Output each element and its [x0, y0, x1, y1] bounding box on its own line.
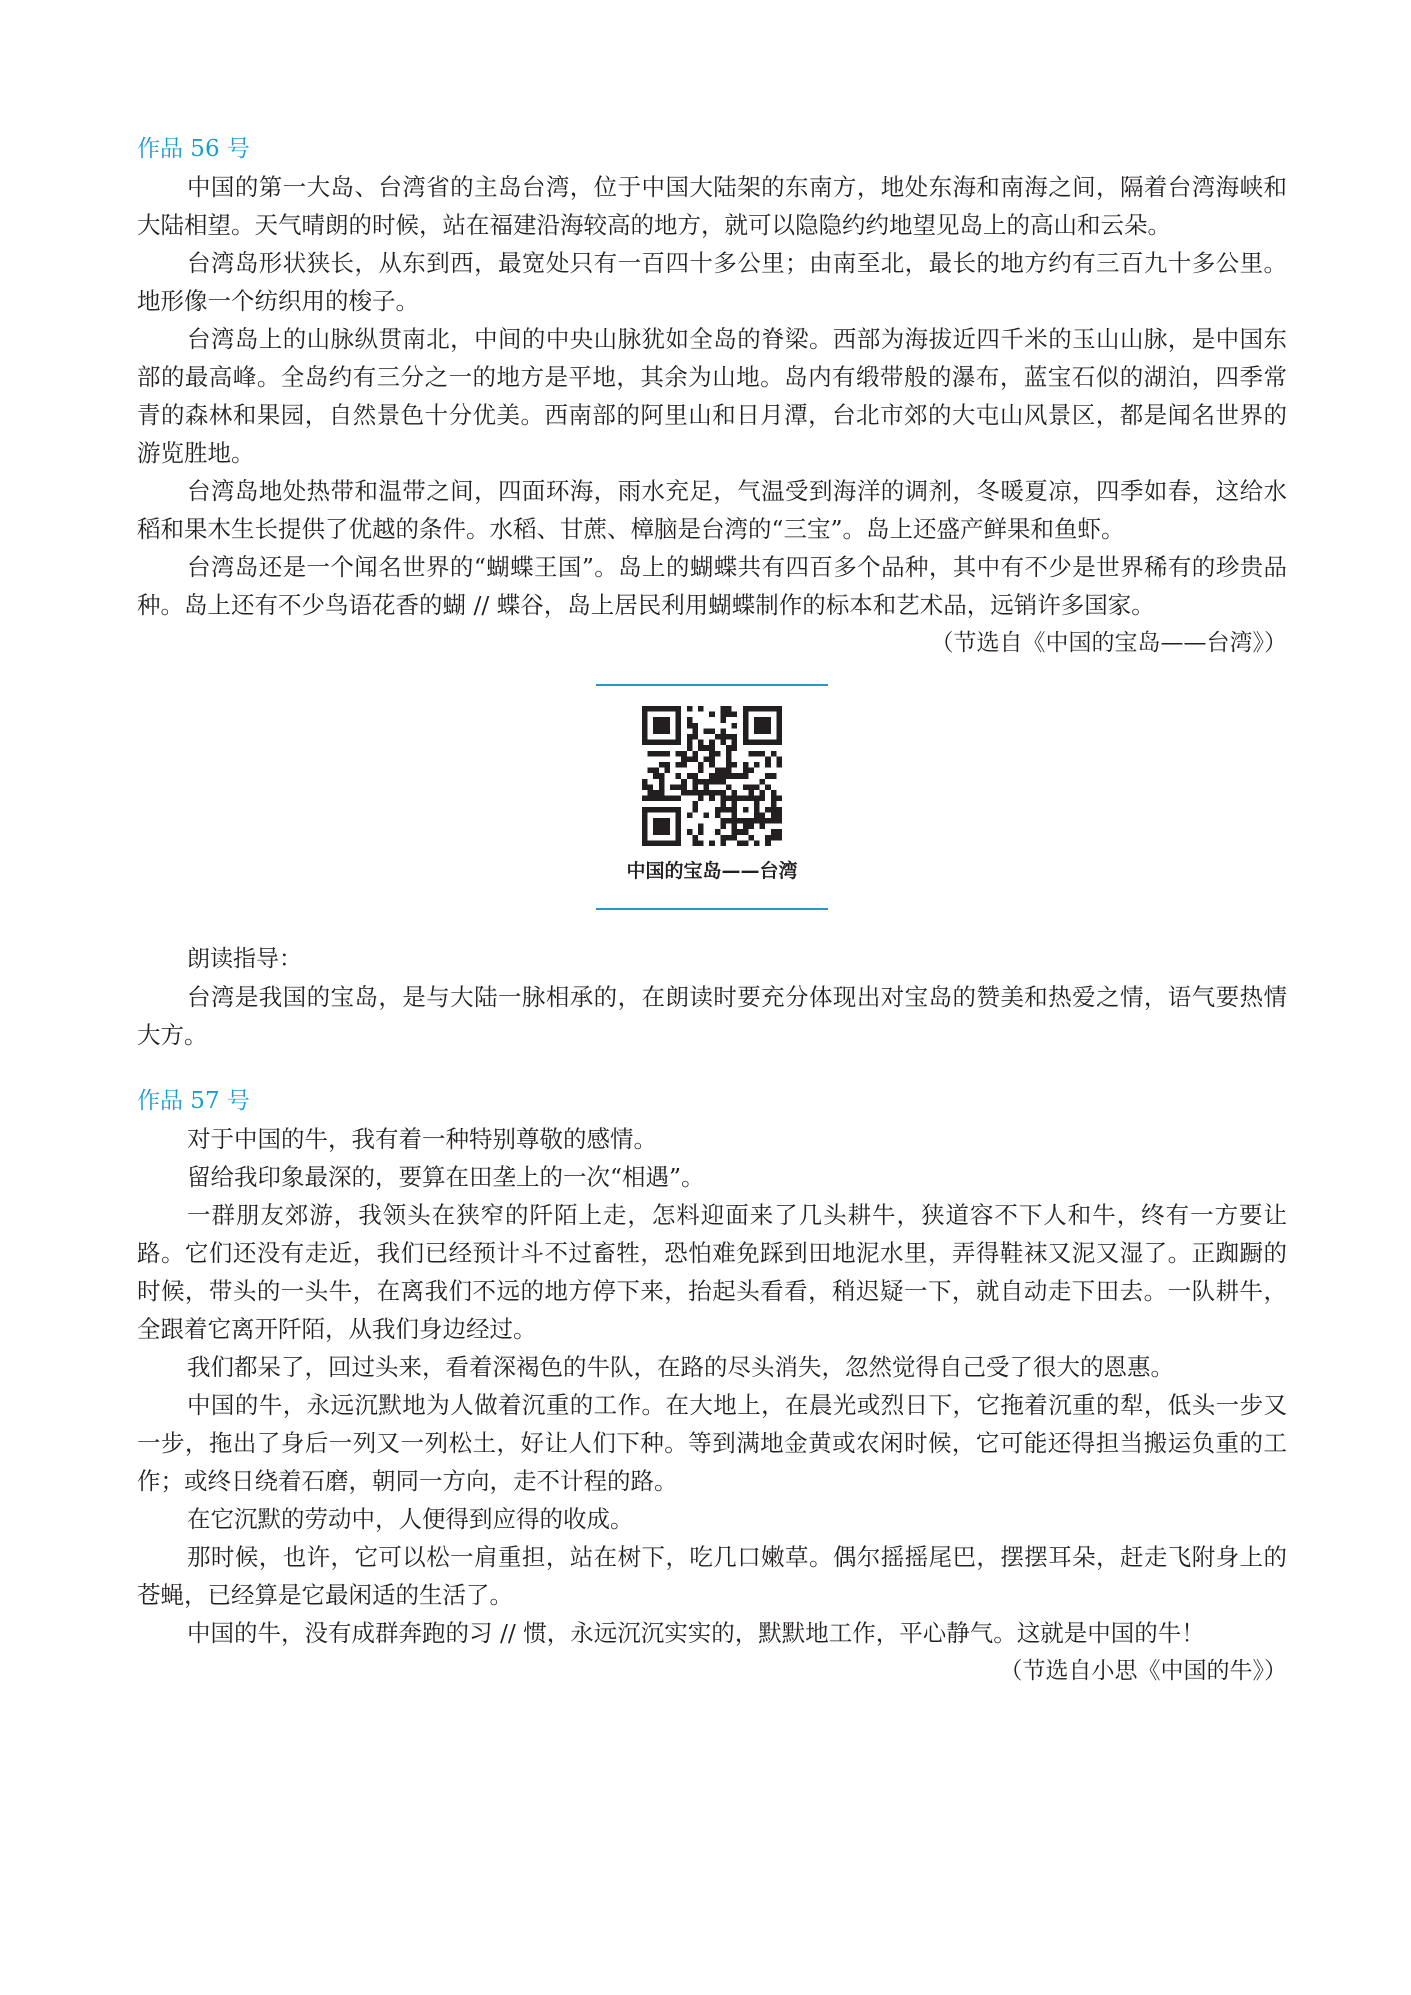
work-57-paragraph-2: 留给我印象最深的，要算在田垄上的一次“相遇”。: [187, 1163, 705, 1191]
work-56-paragraph-4: 台湾岛地处热带和温带之间，四面环海，雨水充足，气温受到海洋的调剂，冬暖夏凉，四季如春，这给水稻和果木生长提供了优越的条件。水稻、甘蔗、樟脑是台湾的“三宝”。岛上还盛产鲜果和鱼虾。: [137, 477, 1287, 543]
work-56-paragraph-5: 台湾岛还是一个闻名世界的“蝴蝶王国”。岛上的蝴蝶共有四百多个品种，其中有不少是世界稀有的珍贵品种。岛上还有不少鸟语花香的蝴 // 蝶谷，岛上居民利用蝴蝶制作的标本和艺术品，远销许多国家。: [137, 553, 1287, 619]
reading-guide-label: 朗读指导：: [187, 946, 302, 972]
work-57-heading: 作品 57 号: [137, 1088, 250, 1114]
reading-guide-text: 台湾是我国的宝岛，是与大陆一脉相承的，在朗读时要充分体现出对宝岛的赞美和热爱之情，语气要热情大方。: [137, 983, 1287, 1049]
qr-bottom-divider: [596, 908, 828, 910]
work-56-paragraph-1: 中国的第一大岛、台湾省的主岛台湾，位于中国大陆架的东南方，地处东海和南海之间，隔着台湾海峡和大陆相望。天气晴朗的时候，站在福建沿海较高的地方，就可以隐隐约约地望见岛上的高山和云朵。: [137, 173, 1287, 239]
work-57-source: （节选自小思《中国的牛》）: [999, 1658, 1287, 1684]
work-57-paragraph-1: 对于中国的牛，我有着一种特别尊敬的感情。: [187, 1125, 657, 1153]
qr-audio-block: [596, 684, 828, 910]
page: [137, 130, 1287, 1690]
work-57-paragraph-3: 一群朋友郊游，我领头在狭窄的阡陌上走，怎料迎面来了几头耕牛，狭道容不下人和牛，终有一方要让路。它们还没有走近，我们已经预计斗不过畜牲，恐怕难免踩到田地泥水里，弄得鞋袜又泥又湿了。正踟蹰的时候，带头的一头牛，在离我们不远的地方停下来，抬起头看看，稍迟疑一下，就自动走下田去。一队耕牛，全跟着它离开阡陌，从我们身边经过。: [137, 1201, 1287, 1343]
reading-guide-section: [137, 940, 1287, 1054]
work-57-paragraph-8: 中国的牛，没有成群奔跑的习 // 惯，永远沉沉实实的，默默地工作，平心静气。这就是中国的牛！: [187, 1619, 1205, 1647]
work-57-paragraph-4: 我们都呆了，回过头来，看着深褐色的牛队，在路的尽头消失，忽然觉得自己受了很大的恩惠。: [187, 1353, 1174, 1381]
work-56-section: [137, 130, 1287, 662]
work-57-paragraph-6: 在它沉默的劳动中，人便得到应得的收成。: [187, 1505, 634, 1533]
work-56-paragraph-3: 台湾岛上的山脉纵贯南北，中间的中央山脉犹如全岛的脊梁。西部为海拔近四千米的玉山山脉，是中国东部的最高峰。全岛约有三分之一的地方是平地，其余为山地。岛内有缎带般的瀑布，蓝宝石似的湖泊，四季常青的森林和果园，自然景色十分优美。西南部的阿里山和日月潭，台北市郊的大屯山风景区，都是闻名世界的游览胜地。: [137, 325, 1287, 467]
qr-top-divider: [596, 684, 828, 686]
work-56-source: （节选自《中国的宝岛——台湾》）: [930, 630, 1287, 656]
qr-code-icon[interactable]: [642, 706, 782, 846]
work-57-section: [137, 1082, 1287, 1690]
work-57-paragraph-5: 中国的牛，永远沉默地为人做着沉重的工作。在大地上，在晨光或烈日下，它拖着沉重的犁，低头一步又一步，拖出了身后一列又一列松土，好让人们下种。等到满地金黄或农闲时候，它可能还得担当搬运负重的工作；或终日绕着石磨，朝同一方向，走不计程的路。: [137, 1391, 1287, 1495]
work-56-heading: 作品 56 号: [137, 136, 250, 162]
work-56-paragraph-2: 台湾岛形状狭长，从东到西，最宽处只有一百四十多公里；由南至北，最长的地方约有三百九十多公里。地形像一个纺织用的梭子。: [137, 249, 1287, 315]
work-57-paragraph-7: 那时候，也许，它可以松一肩重担，站在树下，吃几口嫩草。偶尔摇摇尾巴，摆摆耳朵，赶走飞附身上的苍蝇，已经算是它最闲适的生活了。: [137, 1543, 1287, 1609]
qr-caption: 中国的宝岛——台湾: [626, 860, 798, 882]
